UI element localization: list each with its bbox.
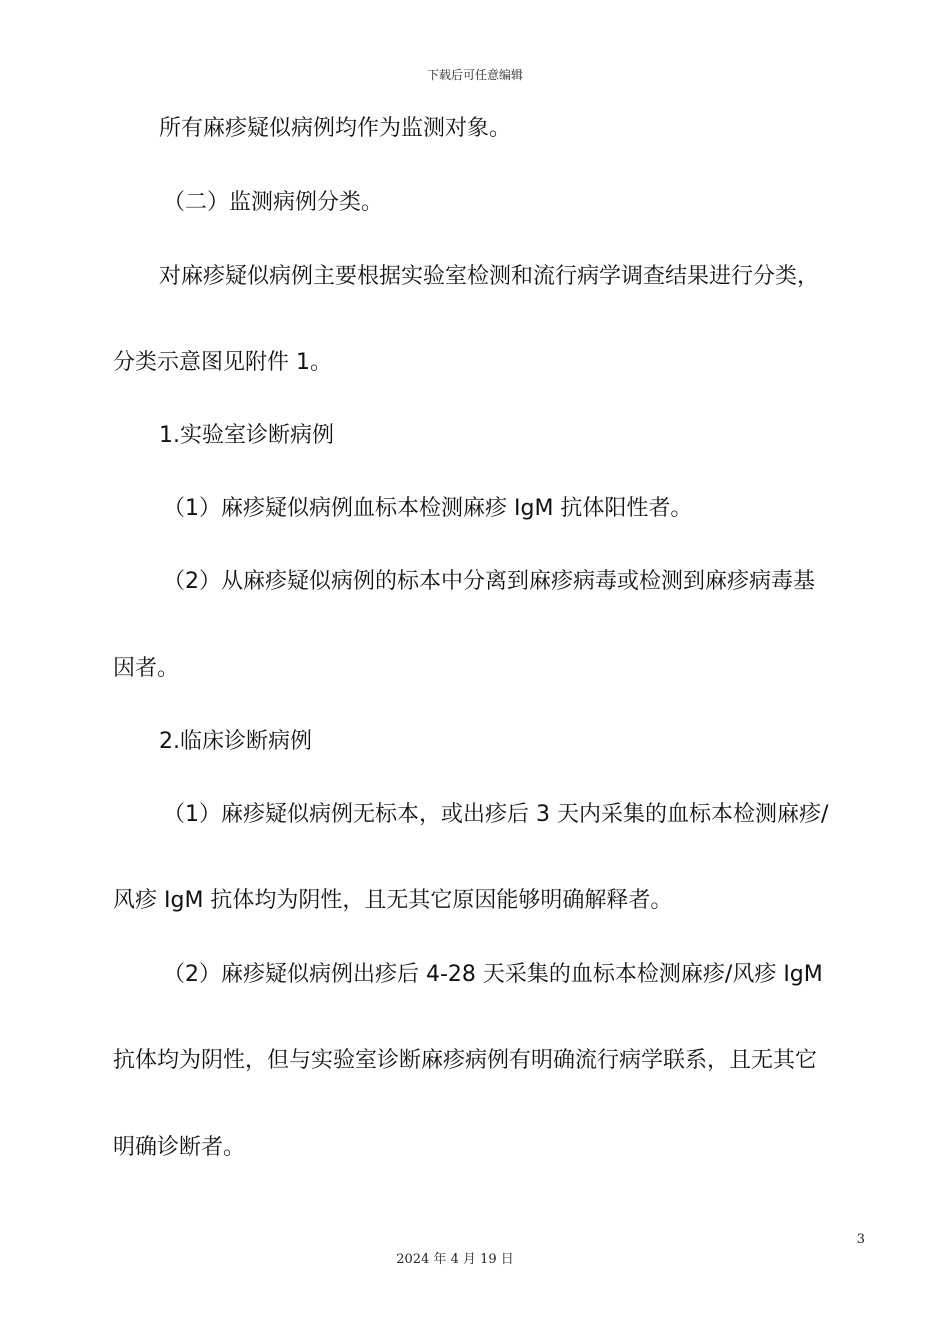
body-line-3: 对麻疹疑似病例主要根据实验室检测和流行病学调查结果进行分类， — [159, 264, 820, 289]
section-heading-monitoring-classification: （二）监测病例分类。 — [163, 190, 384, 215]
body-line-10: （1）麻疹疑似病例无标本，或出疹后 3 天内采集的血标本检测麻疹/ — [163, 802, 829, 827]
page-header: 下载后可任意编辑 — [426, 68, 523, 82]
body-line-11: 风疹 IgM 抗体均为阴性，且无其它原因能够明确解释者。 — [113, 888, 673, 913]
footer-date: 2024 年 4 月 19 日 — [396, 1252, 514, 1267]
body-line-8: 因者。 — [113, 656, 180, 681]
body-line-13: 抗体均为阴性，但与实验室诊断麻疹病例有明确流行病学联系，且无其它 — [113, 1048, 818, 1073]
body-line-12: （2）麻疹疑似病例出疹后 4-28 天采集的血标本检测麻疹/风疹 IgM — [163, 962, 823, 987]
body-line-6: （1）麻疹疑似病例血标本检测麻疹 IgM 抗体阳性者。 — [163, 496, 693, 521]
subheading-clinical-diagnosed: 2.临床诊断病例 — [159, 729, 312, 754]
body-line-1: 所有麻疹疑似病例均作为监测对象。 — [159, 116, 512, 141]
page-number: 3 — [856, 1232, 865, 1247]
body-line-7: （2）从麻疹疑似病例的标本中分离到麻疹病毒或检测到麻疹病毒基 — [163, 569, 815, 594]
body-line-4: 分类示意图见附件 1。 — [113, 350, 332, 375]
body-line-14: 明确诊断者。 — [113, 1135, 246, 1160]
subheading-lab-diagnosed: 1.实验室诊断病例 — [159, 423, 334, 448]
